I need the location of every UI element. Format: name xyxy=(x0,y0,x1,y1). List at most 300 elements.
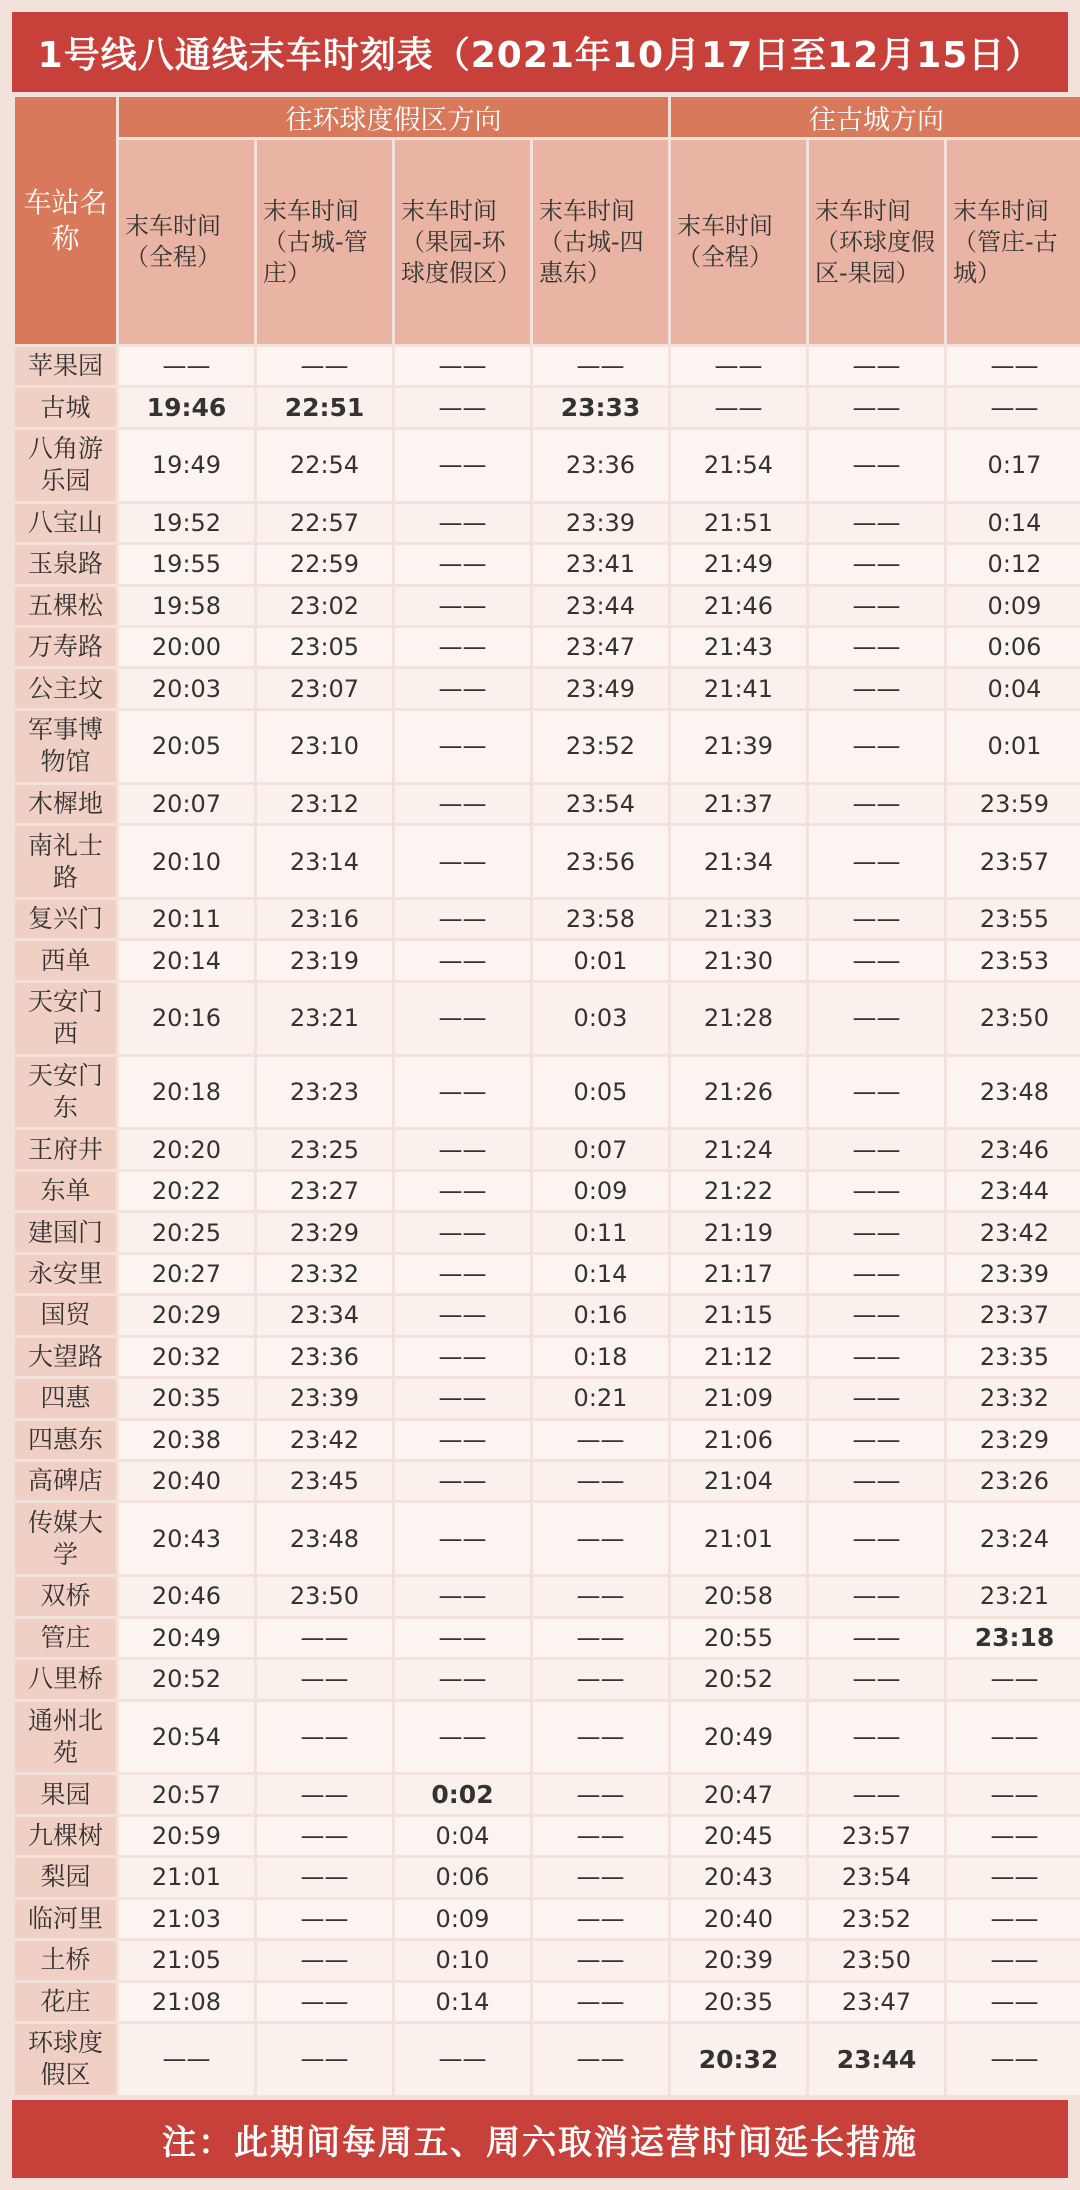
column-header: 末车时间（全程） xyxy=(671,140,806,344)
time-cell: 20:27 xyxy=(119,1255,254,1293)
station-name: 通州北苑 xyxy=(15,1702,116,1773)
time-cell: 20:52 xyxy=(671,1660,806,1698)
time-cell: 23:36 xyxy=(533,430,668,501)
time-cell: 21:08 xyxy=(119,1983,254,2021)
station-name: 临河里 xyxy=(15,1900,116,1938)
time-cell: —— xyxy=(947,1817,1080,1855)
time-cell: —— xyxy=(809,826,944,897)
time-cell: 20:39 xyxy=(671,1941,806,1979)
column-header: 末车时间（古城-四惠东） xyxy=(533,140,668,344)
time-cell: 23:59 xyxy=(947,785,1080,823)
time-cell: 0:01 xyxy=(947,711,1080,782)
table-row xyxy=(15,628,1080,666)
time-cell: —— xyxy=(809,1577,944,1615)
time-cell: 21:01 xyxy=(671,1503,806,1574)
time-cell: 23:46 xyxy=(947,1130,1080,1168)
time-cell: 22:51 xyxy=(257,388,392,426)
time-cell: 23:36 xyxy=(257,1338,392,1376)
table-row xyxy=(15,587,1080,625)
page-title: 1号线八通线末车时刻表（2021年10月17日至12月15日） xyxy=(12,12,1068,92)
time-cell: —— xyxy=(809,1462,944,1500)
direction-universal-header: 往环球度假区方向 xyxy=(119,97,668,137)
station-name: 王府井 xyxy=(15,1130,116,1168)
station-name: 八角游乐园 xyxy=(15,430,116,501)
time-cell: 20:43 xyxy=(671,1858,806,1896)
time-cell: —— xyxy=(947,2024,1080,2095)
time-cell: —— xyxy=(395,587,530,625)
time-cell: —— xyxy=(809,388,944,426)
time-cell: 20:40 xyxy=(119,1462,254,1500)
footer-note: 注：此期间每周五、周六取消运营时间延长措施 xyxy=(12,2100,1068,2178)
time-cell: 23:52 xyxy=(533,711,668,782)
table-row xyxy=(15,1619,1080,1657)
time-cell: —— xyxy=(947,1983,1080,2021)
time-cell: —— xyxy=(395,504,530,542)
time-cell: 23:42 xyxy=(257,1421,392,1459)
time-cell: —— xyxy=(533,1619,668,1657)
table-row xyxy=(15,1379,1080,1417)
time-cell: 19:52 xyxy=(119,504,254,542)
time-cell: 21:12 xyxy=(671,1338,806,1376)
station-name: 天安门西 xyxy=(15,983,116,1054)
time-cell: 23:39 xyxy=(947,1255,1080,1293)
time-cell: 19:46 xyxy=(119,388,254,426)
time-cell: 0:03 xyxy=(533,983,668,1054)
time-cell: —— xyxy=(947,1775,1080,1813)
time-cell: 20:00 xyxy=(119,628,254,666)
time-cell: —— xyxy=(809,1130,944,1168)
time-cell: 23:35 xyxy=(947,1338,1080,1376)
time-cell: 20:58 xyxy=(671,1577,806,1615)
station-name: 永安里 xyxy=(15,1255,116,1293)
time-cell: 21:04 xyxy=(671,1462,806,1500)
station-name: 木樨地 xyxy=(15,785,116,823)
time-cell: —— xyxy=(533,1660,668,1698)
direction-header-row xyxy=(15,97,1080,137)
table-row xyxy=(15,1255,1080,1293)
time-cell: —— xyxy=(257,1660,392,1698)
station-name: 管庄 xyxy=(15,1619,116,1657)
time-cell: —— xyxy=(533,1941,668,1979)
time-cell: 23:14 xyxy=(257,826,392,897)
station-name: 国贸 xyxy=(15,1296,116,1334)
time-cell: 0:17 xyxy=(947,430,1080,501)
time-cell: —— xyxy=(395,1702,530,1773)
table-row xyxy=(15,1172,1080,1210)
time-cell: 21:46 xyxy=(671,587,806,625)
time-cell: 21:26 xyxy=(671,1057,806,1128)
time-cell: —— xyxy=(257,347,392,385)
station-name: 果园 xyxy=(15,1775,116,1813)
time-cell: —— xyxy=(809,1619,944,1657)
table-row xyxy=(15,983,1080,1054)
column-header: 末车时间（管庄-古城） xyxy=(947,140,1080,344)
time-cell: 21:43 xyxy=(671,628,806,666)
time-cell: 23:33 xyxy=(533,388,668,426)
time-cell: 0:09 xyxy=(395,1900,530,1938)
time-cell: —— xyxy=(947,1941,1080,1979)
table-row xyxy=(15,347,1080,385)
time-cell: 20:43 xyxy=(119,1503,254,1574)
time-cell: 20:35 xyxy=(671,1983,806,2021)
time-cell: 23:32 xyxy=(257,1255,392,1293)
time-cell: —— xyxy=(671,388,806,426)
time-cell: 20:29 xyxy=(119,1296,254,1334)
time-cell: —— xyxy=(809,1775,944,1813)
time-cell: 23:07 xyxy=(257,669,392,707)
time-cell: —— xyxy=(395,545,530,583)
time-cell: —— xyxy=(533,1775,668,1813)
time-cell: 23:10 xyxy=(257,711,392,782)
table-row xyxy=(15,785,1080,823)
time-cell: —— xyxy=(533,1503,668,1574)
time-cell: 0:11 xyxy=(533,1213,668,1251)
time-cell: 23:48 xyxy=(257,1503,392,1574)
time-cell: 23:56 xyxy=(533,826,668,897)
station-name: 古城 xyxy=(15,388,116,426)
time-cell: 22:59 xyxy=(257,545,392,583)
time-cell: 23:47 xyxy=(809,1983,944,2021)
time-cell: 23:27 xyxy=(257,1172,392,1210)
column-header: 末车时间（全程） xyxy=(119,140,254,344)
station-name: 土桥 xyxy=(15,1941,116,1979)
time-cell: 21:51 xyxy=(671,504,806,542)
time-cell: —— xyxy=(395,1338,530,1376)
time-cell: 20:38 xyxy=(119,1421,254,1459)
table-row xyxy=(15,430,1080,501)
time-cell: 0:14 xyxy=(533,1255,668,1293)
time-cell: 23:44 xyxy=(809,2024,944,2095)
time-cell: 23:16 xyxy=(257,900,392,938)
time-cell: 20:20 xyxy=(119,1130,254,1168)
table-row xyxy=(15,1213,1080,1251)
station-name: 九棵树 xyxy=(15,1817,116,1855)
time-cell: —— xyxy=(533,347,668,385)
time-cell: 0:14 xyxy=(395,1983,530,2021)
time-cell: —— xyxy=(257,1941,392,1979)
time-cell: 0:10 xyxy=(395,1941,530,1979)
time-cell: —— xyxy=(395,1660,530,1698)
time-cell: —— xyxy=(395,430,530,501)
time-cell: —— xyxy=(809,628,944,666)
table-row xyxy=(15,1702,1080,1773)
time-cell: 23:21 xyxy=(947,1577,1080,1615)
time-cell: 23:49 xyxy=(533,669,668,707)
time-cell: 0:06 xyxy=(395,1858,530,1896)
timetable-body xyxy=(15,347,1080,2095)
time-cell: —— xyxy=(947,1702,1080,1773)
time-cell: —— xyxy=(947,347,1080,385)
time-cell: 19:49 xyxy=(119,430,254,501)
time-cell: —— xyxy=(257,1619,392,1657)
station-name: 东单 xyxy=(15,1172,116,1210)
time-cell: —— xyxy=(395,1130,530,1168)
column-header: 末车时间（环球度假区-果园） xyxy=(809,140,944,344)
time-cell: —— xyxy=(119,2024,254,2095)
time-cell: 23:25 xyxy=(257,1130,392,1168)
time-cell: —— xyxy=(119,347,254,385)
time-cell: —— xyxy=(395,388,530,426)
time-cell: 23:44 xyxy=(947,1172,1080,1210)
time-cell: 23:50 xyxy=(947,983,1080,1054)
time-cell: 0:21 xyxy=(533,1379,668,1417)
time-cell: —— xyxy=(809,1213,944,1251)
table-row xyxy=(15,1338,1080,1376)
table-row xyxy=(15,1462,1080,1500)
time-cell: —— xyxy=(257,2024,392,2095)
time-cell: —— xyxy=(395,1421,530,1459)
time-cell: 20:03 xyxy=(119,669,254,707)
time-cell: 23:47 xyxy=(533,628,668,666)
time-cell: 23:54 xyxy=(533,785,668,823)
station-name: 公主坟 xyxy=(15,669,116,707)
time-cell: 20:52 xyxy=(119,1660,254,1698)
time-cell: 23:19 xyxy=(257,941,392,979)
time-cell: 20:07 xyxy=(119,785,254,823)
time-cell: 22:54 xyxy=(257,430,392,501)
time-cell: 23:12 xyxy=(257,785,392,823)
time-cell: 23:18 xyxy=(947,1619,1080,1657)
table-row xyxy=(15,1900,1080,1938)
time-cell: —— xyxy=(533,1858,668,1896)
time-cell: 20:40 xyxy=(671,1900,806,1938)
time-cell: —— xyxy=(395,1577,530,1615)
time-cell: —— xyxy=(809,1379,944,1417)
time-cell: 23:05 xyxy=(257,628,392,666)
time-cell: —— xyxy=(395,1255,530,1293)
time-cell: 22:57 xyxy=(257,504,392,542)
time-cell: 20:54 xyxy=(119,1702,254,1773)
station-name: 玉泉路 xyxy=(15,545,116,583)
time-cell: 23:50 xyxy=(809,1941,944,1979)
time-cell: 21:06 xyxy=(671,1421,806,1459)
time-cell: —— xyxy=(395,2024,530,2095)
time-cell: —— xyxy=(809,983,944,1054)
time-cell: —— xyxy=(257,1817,392,1855)
station-name: 花庄 xyxy=(15,1983,116,2021)
time-cell: —— xyxy=(809,1172,944,1210)
time-cell: —— xyxy=(809,504,944,542)
column-header: 末车时间（古城-管庄） xyxy=(257,140,392,344)
time-cell: 20:47 xyxy=(671,1775,806,1813)
time-cell: —— xyxy=(809,1296,944,1334)
time-cell: 21:09 xyxy=(671,1379,806,1417)
time-cell: —— xyxy=(395,826,530,897)
station-name: 八里桥 xyxy=(15,1660,116,1698)
time-cell: 23:57 xyxy=(809,1817,944,1855)
time-cell: 20:05 xyxy=(119,711,254,782)
time-cell: 23:48 xyxy=(947,1057,1080,1128)
time-cell: —— xyxy=(533,1462,668,1500)
time-cell: 23:24 xyxy=(947,1503,1080,1574)
time-cell: —— xyxy=(395,1503,530,1574)
time-cell: 23:32 xyxy=(947,1379,1080,1417)
time-cell: —— xyxy=(947,1858,1080,1896)
table-row xyxy=(15,1503,1080,1574)
time-cell: —— xyxy=(809,1255,944,1293)
time-cell: —— xyxy=(809,941,944,979)
table-row xyxy=(15,1421,1080,1459)
time-cell: —— xyxy=(395,711,530,782)
time-cell: —— xyxy=(395,1296,530,1334)
time-cell: —— xyxy=(809,1660,944,1698)
station-name: 南礼士路 xyxy=(15,826,116,897)
time-cell: 21:22 xyxy=(671,1172,806,1210)
time-cell: —— xyxy=(947,388,1080,426)
time-cell: 20:32 xyxy=(119,1338,254,1376)
station-name: 万寿路 xyxy=(15,628,116,666)
time-cell: 0:05 xyxy=(533,1057,668,1128)
station-name: 双桥 xyxy=(15,1577,116,1615)
time-cell: 0:06 xyxy=(947,628,1080,666)
station-name: 梨园 xyxy=(15,1858,116,1896)
station-name: 四惠东 xyxy=(15,1421,116,1459)
time-cell: 20:32 xyxy=(671,2024,806,2095)
time-cell: —— xyxy=(809,1338,944,1376)
time-cell: —— xyxy=(395,785,530,823)
time-cell: —— xyxy=(809,900,944,938)
time-cell: 20:10 xyxy=(119,826,254,897)
station-name: 建国门 xyxy=(15,1213,116,1251)
time-cell: 21:34 xyxy=(671,826,806,897)
table-row xyxy=(15,900,1080,938)
time-cell: 23:54 xyxy=(809,1858,944,1896)
time-cell: 21:17 xyxy=(671,1255,806,1293)
time-cell: 23:45 xyxy=(257,1462,392,1500)
time-cell: 20:45 xyxy=(671,1817,806,1855)
table-row xyxy=(15,1941,1080,1979)
time-cell: —— xyxy=(809,430,944,501)
time-cell: 0:04 xyxy=(395,1817,530,1855)
time-cell: 21:19 xyxy=(671,1213,806,1251)
time-cell: —— xyxy=(395,1213,530,1251)
time-cell: 20:55 xyxy=(671,1619,806,1657)
time-cell: 20:11 xyxy=(119,900,254,938)
time-cell: 23:41 xyxy=(533,545,668,583)
time-cell: 23:53 xyxy=(947,941,1080,979)
time-cell: 21:39 xyxy=(671,711,806,782)
table-row xyxy=(15,1817,1080,1855)
station-name: 环球度假区 xyxy=(15,2024,116,2095)
time-cell: —— xyxy=(533,1817,668,1855)
time-cell: —— xyxy=(395,347,530,385)
station-name: 四惠 xyxy=(15,1379,116,1417)
time-cell: 23:57 xyxy=(947,826,1080,897)
time-cell: —— xyxy=(395,941,530,979)
time-cell: —— xyxy=(809,1421,944,1459)
time-cell: —— xyxy=(671,347,806,385)
time-cell: 19:55 xyxy=(119,545,254,583)
station-name: 天安门东 xyxy=(15,1057,116,1128)
time-cell: 23:23 xyxy=(257,1057,392,1128)
time-cell: 23:34 xyxy=(257,1296,392,1334)
table-row xyxy=(15,1660,1080,1698)
column-header-row xyxy=(15,140,1080,344)
time-cell: —— xyxy=(809,587,944,625)
station-name: 西单 xyxy=(15,941,116,979)
time-cell: 21:41 xyxy=(671,669,806,707)
time-cell: 23:02 xyxy=(257,587,392,625)
time-cell: 23:39 xyxy=(257,1379,392,1417)
time-cell: 20:16 xyxy=(119,983,254,1054)
table-row xyxy=(15,1983,1080,2021)
table-row xyxy=(15,1296,1080,1334)
time-cell: —— xyxy=(809,1702,944,1773)
column-header: 末车时间（果园-环球度假区） xyxy=(395,140,530,344)
time-cell: —— xyxy=(257,1858,392,1896)
time-cell: 0:04 xyxy=(947,669,1080,707)
time-cell: —— xyxy=(533,1900,668,1938)
station-name: 苹果园 xyxy=(15,347,116,385)
time-cell: —— xyxy=(533,1577,668,1615)
time-cell: 21:03 xyxy=(119,1900,254,1938)
time-cell: 21:01 xyxy=(119,1858,254,1896)
time-cell: 23:26 xyxy=(947,1462,1080,1500)
station-name: 复兴门 xyxy=(15,900,116,938)
time-cell: 21:33 xyxy=(671,900,806,938)
time-cell: 23:55 xyxy=(947,900,1080,938)
time-cell: 23:29 xyxy=(947,1421,1080,1459)
time-cell: —— xyxy=(395,900,530,938)
station-column-header: 车站名称 xyxy=(15,97,116,344)
table-row xyxy=(15,504,1080,542)
time-cell: 23:21 xyxy=(257,983,392,1054)
time-cell: 21:05 xyxy=(119,1941,254,1979)
time-cell: 19:58 xyxy=(119,587,254,625)
direction-gucheng-header: 往古城方向 xyxy=(671,97,1080,137)
time-cell: —— xyxy=(257,1900,392,1938)
time-cell: 21:49 xyxy=(671,545,806,583)
time-cell: 20:14 xyxy=(119,941,254,979)
time-cell: —— xyxy=(809,711,944,782)
timetable xyxy=(12,94,1080,2098)
time-cell: —— xyxy=(395,628,530,666)
time-cell: —— xyxy=(395,1379,530,1417)
time-cell: 0:14 xyxy=(947,504,1080,542)
table-row xyxy=(15,388,1080,426)
time-cell: 0:18 xyxy=(533,1338,668,1376)
time-cell: —— xyxy=(533,1421,668,1459)
table-row xyxy=(15,1775,1080,1813)
time-cell: 0:09 xyxy=(533,1172,668,1210)
time-cell: 23:50 xyxy=(257,1577,392,1615)
time-cell: 0:09 xyxy=(947,587,1080,625)
time-cell: 20:57 xyxy=(119,1775,254,1813)
table-row xyxy=(15,1858,1080,1896)
time-cell: —— xyxy=(395,669,530,707)
time-cell: 21:28 xyxy=(671,983,806,1054)
time-cell: —— xyxy=(395,1172,530,1210)
time-cell: 21:37 xyxy=(671,785,806,823)
time-cell: 20:25 xyxy=(119,1213,254,1251)
table-row xyxy=(15,1577,1080,1615)
table-row xyxy=(15,941,1080,979)
table-row xyxy=(15,711,1080,782)
time-cell: 0:07 xyxy=(533,1130,668,1168)
station-name: 高碑店 xyxy=(15,1462,116,1500)
time-cell: 21:15 xyxy=(671,1296,806,1334)
time-cell: —— xyxy=(809,1503,944,1574)
time-cell: 0:01 xyxy=(533,941,668,979)
time-cell: 20:35 xyxy=(119,1379,254,1417)
time-cell: 23:58 xyxy=(533,900,668,938)
time-cell: —— xyxy=(395,1057,530,1128)
time-cell: 0:12 xyxy=(947,545,1080,583)
time-cell: 20:49 xyxy=(671,1702,806,1773)
time-cell: —— xyxy=(257,1983,392,2021)
time-cell: 21:54 xyxy=(671,430,806,501)
time-cell: 0:16 xyxy=(533,1296,668,1334)
